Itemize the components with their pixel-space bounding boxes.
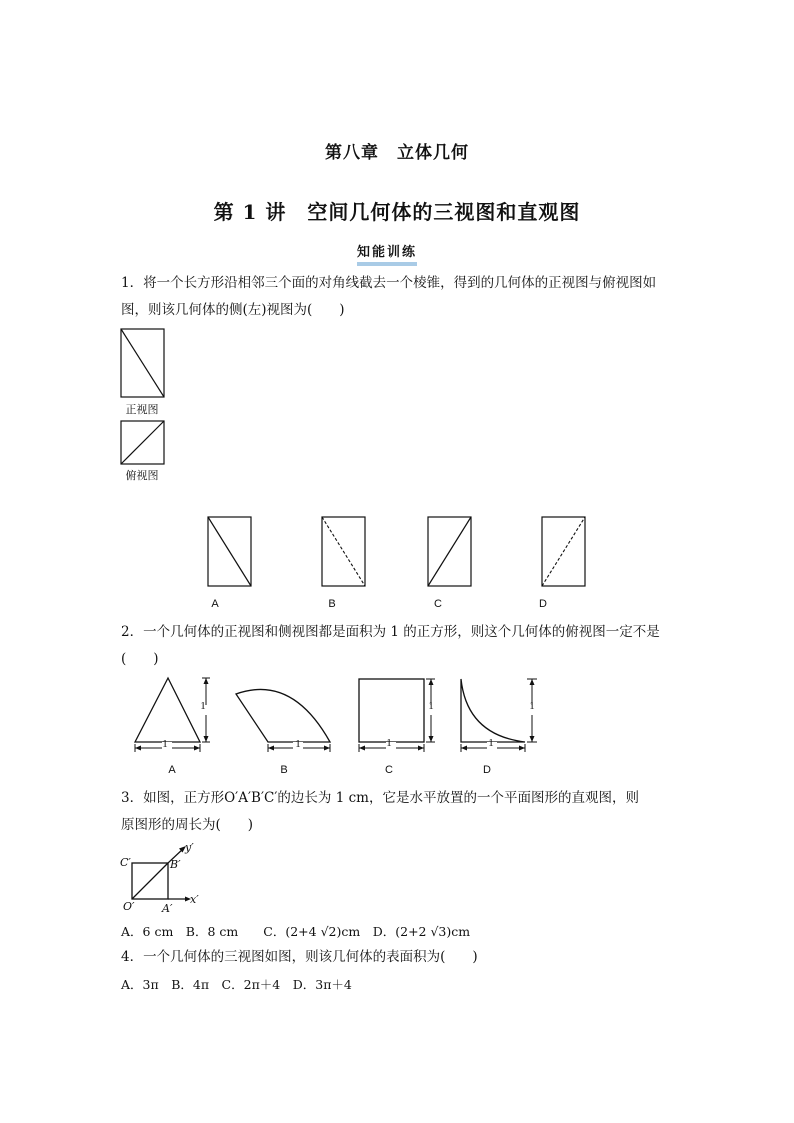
q3-choices[interactable]: A．6 cm B．8 cm C．(2+4 √2)cm D．(2+2 √3)cm [121, 924, 471, 939]
q2-option-c-label[interactable]: C [385, 764, 393, 776]
q4-text-line1: 4．一个几何体的三视图如图，则该几何体的表面积为( ) [121, 949, 478, 965]
q2-text-line2: ( ) [121, 651, 159, 667]
q1-front-view-figure [120, 328, 166, 400]
q1-option-a-label[interactable]: A [211, 598, 219, 610]
q1-option-c-figure[interactable] [427, 516, 473, 588]
q1-option-b-figure[interactable] [321, 516, 367, 588]
q3-label-o: O′ [123, 900, 135, 913]
q2-text-line1: 2．一个几何体的正视图和侧视图都是面积为 1 的正方形，则这个几何体的俯视图一定不是 [121, 624, 660, 640]
q1-front-caption: 正视图 [125, 404, 159, 416]
q3-text-line2: 原图形的周长为( ) [121, 817, 254, 833]
q1-option-d-figure[interactable] [541, 516, 587, 588]
q3-label-y: y′ [185, 841, 194, 854]
q3-label-a: A′ [162, 902, 173, 915]
q1-option-a-figure[interactable] [207, 516, 253, 588]
section-badge: 知能训练 [357, 244, 417, 266]
q2-d-height-label: 1 [529, 700, 535, 712]
q1-text-line2: 图，则该几何体的侧(左)视图为( ) [121, 302, 345, 318]
q2-b-width-label: 1 [295, 738, 301, 750]
q3-text-line1: 3．如图，正方形O′A′B′C′的边长为 1 cm，它是水平放置的一个平面图形的直观图，则 [121, 790, 639, 806]
q1-top-view-figure [120, 420, 166, 466]
q2-option-d-figure[interactable] [459, 677, 543, 753]
lesson-title: 第 1 讲 空间几何体的三视图和直观图 [213, 200, 581, 224]
q1-option-b-label[interactable]: B [328, 598, 336, 610]
q2-a-height-label: 1 [200, 700, 206, 712]
q2-d-width-label: 1 [488, 737, 494, 749]
q4-choices[interactable]: A．3π B．4π C．2π＋4 D．3π＋4 [121, 977, 352, 992]
q2-option-d-label[interactable]: D [483, 764, 491, 776]
q2-option-b-figure[interactable] [232, 682, 336, 754]
q2-a-width-label: 1 [162, 738, 168, 750]
q3-label-b: B′ [170, 858, 181, 871]
q2-option-a-figure[interactable] [132, 676, 216, 754]
q2-c-width-label: 1 [386, 737, 392, 749]
chapter-title: 第八章 立体几何 [325, 143, 469, 163]
q2-c-height-label: 1 [428, 700, 434, 712]
q1-top-caption: 俯视图 [125, 470, 159, 482]
q2-option-a-label[interactable]: A [168, 764, 176, 776]
q2-option-c-figure[interactable] [357, 677, 441, 753]
q1-option-d-label[interactable]: D [539, 598, 547, 610]
q1-text-line1: 1．将一个长方形沿相邻三个面的对角线截去一个棱锥，得到的几何体的正视图与俯视图如 [121, 275, 657, 291]
q1-option-c-label[interactable]: C [434, 598, 442, 610]
q2-option-b-label[interactable]: B [280, 764, 288, 776]
q3-label-x: x′ [190, 893, 199, 906]
q3-label-c: C′ [120, 856, 131, 869]
